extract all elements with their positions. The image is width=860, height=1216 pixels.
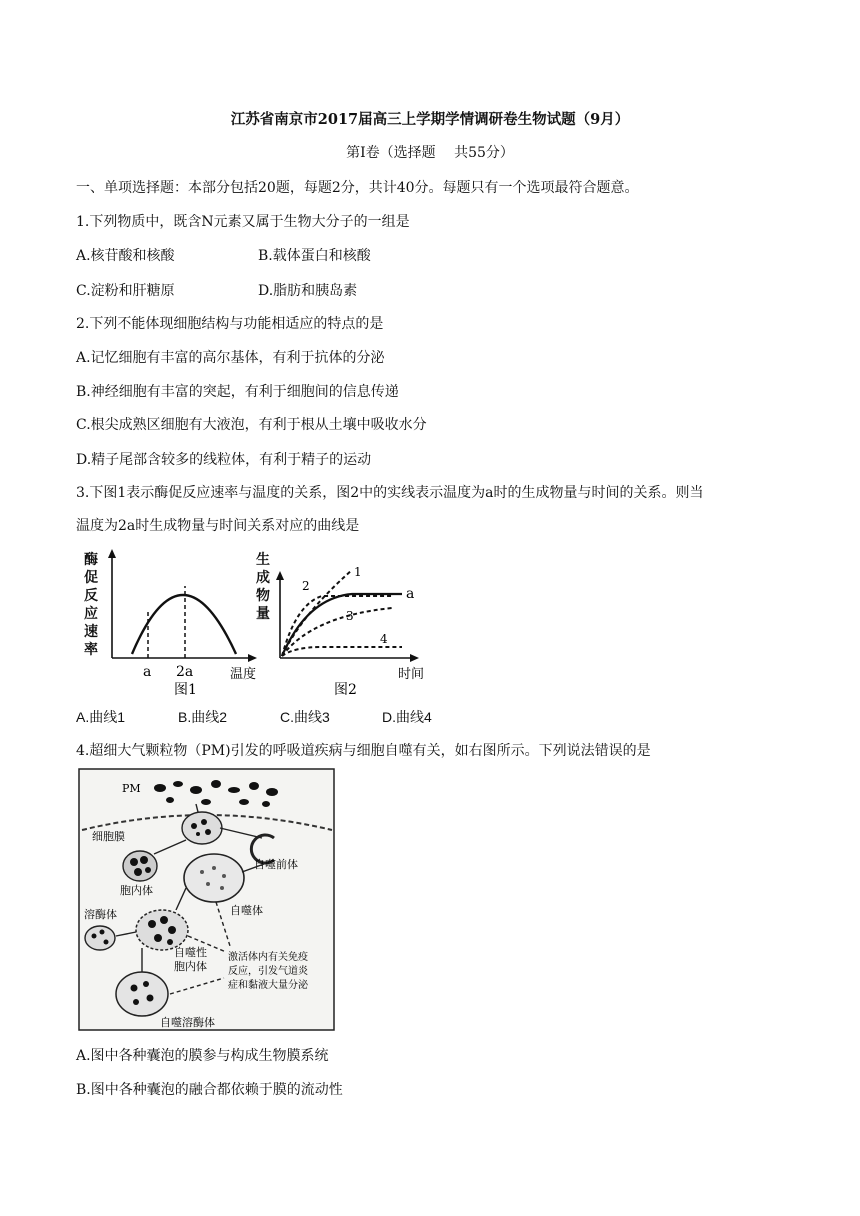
- q1-option-a: A.核苷酸和核酸: [76, 248, 175, 264]
- q2-option-b: B.神经细胞有丰富的突起，有利于细胞间的信息传递: [76, 384, 399, 400]
- fig1-ylabel-3: 反: [84, 588, 98, 604]
- fig1-xlabel: 温度: [230, 667, 257, 682]
- fig2-caption: 图2: [334, 682, 357, 698]
- page-title: 江苏省南京市2017届高三上学期学情调研卷生物试题（9月）: [230, 111, 630, 128]
- q1-stem: 1.下列物质中，既含N元素又属于生物大分子的一组是: [76, 214, 410, 230]
- q3-option-b: B.曲线2: [178, 709, 228, 725]
- vesicle-entry: [182, 812, 222, 844]
- label-result-1: 激活体内有关免疫: [228, 952, 308, 963]
- label-autophagosome: 自噬体: [230, 904, 263, 917]
- fig2-label-1: 1: [354, 565, 362, 579]
- fig2-label-a: a: [406, 586, 415, 602]
- fig1-tick-a: a: [143, 664, 152, 680]
- q4-option-a: A.图中各种囊泡的膜参与构成生物膜系统: [76, 1048, 329, 1064]
- fig2-x-arrow: [410, 654, 419, 662]
- label-autolysosome: 自噬溶酶体: [160, 1016, 215, 1029]
- section-title: 第Ⅰ卷（选择题 共55分）: [346, 145, 514, 161]
- q1-option-b: B.载体蛋白和核酸: [258, 248, 371, 264]
- autophagic-endosome: [136, 910, 188, 950]
- label-autophagic-endosome-1: 自噬性: [174, 946, 207, 959]
- q2-option-a: A.记忆细胞有丰富的高尔基体，有利于抗体的分泌: [76, 350, 385, 366]
- q1-option-d: D.脂肪和胰岛素: [258, 283, 358, 299]
- endosome: [123, 851, 157, 881]
- figure-2-product-chart: [252, 546, 432, 702]
- label-lysosome: 溶酶体: [84, 908, 117, 921]
- q3-option-d: D.曲线4: [382, 709, 432, 725]
- fig1-tick-2a: 2a: [176, 664, 194, 680]
- fig1-caption: 图1: [174, 682, 197, 698]
- q4-option-b: B.图中各种囊泡的融合都依赖于膜的流动性: [76, 1082, 343, 1098]
- fig2-label-3: 3: [346, 609, 354, 623]
- q3-stem-line1: 3.下图1表示酶促反应速率与温度的关系，图2中的实线表示温度为a时的生成物量与时间的关系。则当: [76, 485, 704, 501]
- label-membrane: 细胞膜: [92, 830, 125, 843]
- fig1-y-arrow: [108, 549, 116, 558]
- fig1-ylabel-2: 促: [84, 570, 98, 586]
- q4-stem: 4.超细大气颗粒物（PM)引发的呼吸道疾病与细胞自噬有关，如右图所示。下列说法错误的是: [76, 743, 651, 759]
- label-preautophagosome: 自噬前体: [254, 858, 298, 871]
- fig2-xlabel: 时间: [398, 667, 425, 682]
- label-autophagic-endosome-2: 胞内体: [174, 960, 207, 973]
- fig2-curve-a: [282, 594, 402, 656]
- label-result-2: 反应，引发气道炎: [228, 966, 308, 977]
- fig1-ylabel-5: 速: [84, 624, 98, 640]
- label-result-3: 症和黏液大量分泌: [228, 980, 308, 991]
- q2-option-d: D.精子尾部含较多的线粒体，有利于精子的运动: [76, 452, 372, 468]
- fig2-ylabel-2: 成: [256, 570, 270, 586]
- lysosome: [85, 926, 115, 950]
- fig1-ylabel-1: 酶: [84, 552, 98, 568]
- fig1-ylabel-6: 率: [84, 642, 98, 658]
- fig2-label-2: 2: [302, 579, 310, 593]
- q3-option-a: A.曲线1: [76, 709, 126, 725]
- fig2-y-arrow: [276, 571, 284, 580]
- q3-stem-line2: 温度为2a时生成物量与时间关系对应的曲线是: [76, 518, 360, 534]
- fig2-ylabel-4: 量: [256, 606, 270, 622]
- fig2-ylabel-3: 物: [256, 588, 270, 604]
- figure-1-enzyme-rate-chart: [80, 546, 270, 702]
- fig1-rate-curve: [132, 595, 236, 654]
- instructions: 一、单项选择题：本部分包括20题，每题2分，共计40分。每题只有一个选项最符合题意。: [76, 180, 639, 196]
- fig2-curve-4: [282, 647, 402, 656]
- label-endosome: 胞内体: [120, 884, 153, 897]
- q1-option-c: C.淀粉和肝糖原: [76, 283, 175, 299]
- fig1-ylabel-4: 应: [84, 606, 98, 622]
- q2-option-c: C.根尖成熟区细胞有大液泡，有利于根从土壤中吸收水分: [76, 417, 427, 433]
- q2-stem: 2.下列不能体现细胞结构与功能相适应的特点的是: [76, 316, 384, 332]
- fig2-label-4: 4: [380, 632, 388, 646]
- q3-option-c: C.曲线3: [280, 709, 330, 725]
- fig2-ylabel-1: 生: [256, 552, 270, 568]
- autolysosome: [116, 972, 168, 1016]
- label-pm: PM: [122, 782, 141, 795]
- autophagosome: [184, 854, 244, 902]
- figure-autophagy-diagram: [78, 768, 336, 1032]
